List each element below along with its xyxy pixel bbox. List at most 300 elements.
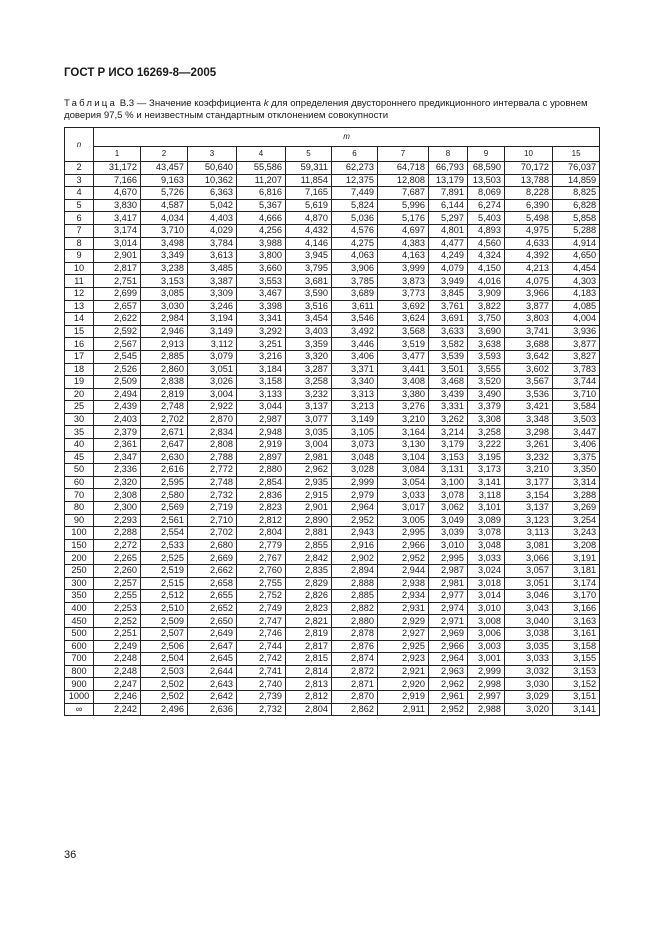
value-cell: 2,880 <box>332 615 378 628</box>
value-cell: 2,630 <box>141 451 188 464</box>
value-cell: 2,971 <box>429 615 468 628</box>
value-cell: 2,595 <box>141 476 188 489</box>
value-cell: 3,873 <box>378 275 429 288</box>
row-n-cell: 19 <box>65 376 94 389</box>
value-cell: 2,969 <box>429 627 468 640</box>
value-cell: 3,118 <box>468 489 505 502</box>
value-cell: 3,830 <box>94 199 141 212</box>
value-cell: 2,255 <box>94 590 141 603</box>
value-cell: 3,988 <box>237 237 286 250</box>
value-cell: 3,331 <box>429 401 468 414</box>
value-cell: 3,024 <box>468 565 505 578</box>
value-cell: 4,150 <box>468 262 505 275</box>
value-cell: 2,503 <box>141 665 188 678</box>
value-cell: 3,359 <box>286 338 332 351</box>
value-cell: 3,288 <box>553 489 600 502</box>
value-cell: 3,149 <box>332 413 378 426</box>
value-cell: 3,222 <box>468 439 505 452</box>
value-cell: 2,834 <box>188 426 237 439</box>
value-cell: 2,923 <box>378 653 429 666</box>
value-cell: 2,812 <box>237 514 286 527</box>
value-cell: 2,533 <box>141 539 188 552</box>
value-cell: 3,010 <box>468 602 505 615</box>
value-cell: 2,888 <box>332 577 378 590</box>
table-row <box>65 287 600 300</box>
value-cell: 3,688 <box>505 338 553 351</box>
value-cell: 3,349 <box>141 250 188 263</box>
value-cell: 3,340 <box>332 376 378 389</box>
value-cell: 3,692 <box>378 300 429 313</box>
value-cell: 2,361 <box>94 439 141 452</box>
m-column-header: m <box>94 128 600 147</box>
value-cell: 2,242 <box>94 703 141 716</box>
row-n-cell: 250 <box>65 565 94 578</box>
value-cell: 2,964 <box>332 502 378 515</box>
value-cell: 2,751 <box>94 275 141 288</box>
value-cell: 2,742 <box>237 653 286 666</box>
value-cell: 4,034 <box>141 212 188 225</box>
value-cell: 2,812 <box>286 690 332 703</box>
value-cell: 4,079 <box>429 262 468 275</box>
value-cell: 2,253 <box>94 602 141 615</box>
value-cell: 3,213 <box>332 401 378 414</box>
value-cell: 2,502 <box>141 690 188 703</box>
value-cell: 2,819 <box>286 627 332 640</box>
value-cell: 3,261 <box>505 439 553 452</box>
value-cell: 2,403 <box>94 413 141 426</box>
value-cell: 2,525 <box>141 552 188 565</box>
value-cell: 3,784 <box>188 237 237 250</box>
value-cell: 2,749 <box>237 602 286 615</box>
n-column-header: n <box>65 128 94 162</box>
value-cell: 3,003 <box>468 640 505 653</box>
value-cell: 2,823 <box>286 602 332 615</box>
row-n-cell: 17 <box>65 350 94 363</box>
value-cell: 2,320 <box>94 476 141 489</box>
table-row <box>65 552 600 565</box>
value-cell: 8,069 <box>468 187 505 200</box>
value-cell: 2,732 <box>237 703 286 716</box>
table-row <box>65 388 600 401</box>
value-cell: 62,273 <box>332 162 378 175</box>
value-cell: 3,179 <box>429 439 468 452</box>
value-cell: 2,526 <box>94 363 141 376</box>
row-n-cell: 13 <box>65 300 94 313</box>
value-cell: 3,153 <box>553 665 600 678</box>
value-cell: 2,925 <box>378 640 429 653</box>
value-cell: 4,587 <box>141 199 188 212</box>
row-n-cell: 900 <box>65 678 94 691</box>
value-cell: 3,602 <box>505 363 553 376</box>
value-cell: 3,308 <box>468 413 505 426</box>
value-cell: 3,800 <box>237 250 286 263</box>
value-cell: 4,183 <box>553 287 600 300</box>
value-cell: 4,303 <box>553 275 600 288</box>
value-cell: 5,498 <box>505 212 553 225</box>
value-cell: 3,164 <box>378 426 429 439</box>
value-cell: 3,949 <box>429 275 468 288</box>
row-n-cell: 600 <box>65 640 94 653</box>
value-cell: 5,619 <box>286 199 332 212</box>
table-row <box>65 703 600 716</box>
value-cell: 3,689 <box>332 287 378 300</box>
value-cell: 31,172 <box>94 162 141 175</box>
value-cell: 68,590 <box>468 162 505 175</box>
value-cell: 7,449 <box>332 187 378 200</box>
value-cell: 2,699 <box>94 287 141 300</box>
row-n-cell: 8 <box>65 237 94 250</box>
value-cell: 3,184 <box>237 363 286 376</box>
value-cell: 2,977 <box>429 590 468 603</box>
value-cell: 2,506 <box>141 640 188 653</box>
value-cell: 2,507 <box>141 627 188 640</box>
value-cell: 2,829 <box>286 577 332 590</box>
value-cell: 2,984 <box>141 313 188 326</box>
table-row <box>65 539 600 552</box>
table-row <box>65 565 600 578</box>
value-cell: 2,916 <box>332 539 378 552</box>
value-cell: 3,029 <box>505 690 553 703</box>
value-cell: 3,467 <box>237 287 286 300</box>
value-cell: 2,272 <box>94 539 141 552</box>
value-cell: 2,826 <box>286 590 332 603</box>
value-cell: 2,248 <box>94 653 141 666</box>
table-row <box>65 300 600 313</box>
value-cell: 2,336 <box>94 464 141 477</box>
table-head <box>65 128 600 162</box>
value-cell: 3,238 <box>141 262 188 275</box>
value-cell: 3,174 <box>553 577 600 590</box>
table-row <box>65 451 600 464</box>
value-cell: 4,477 <box>429 237 468 250</box>
value-cell: 3,313 <box>332 388 378 401</box>
value-cell: 4,249 <box>429 250 468 263</box>
value-cell: 3,232 <box>505 451 553 464</box>
value-cell: 2,979 <box>332 489 378 502</box>
value-cell: 3,406 <box>553 439 600 452</box>
value-cell: 3,004 <box>286 439 332 452</box>
value-cell: 2,952 <box>332 514 378 527</box>
value-cell: 2,643 <box>188 678 237 691</box>
value-cell: 2,494 <box>94 388 141 401</box>
value-cell: 3,441 <box>378 363 429 376</box>
value-cell: 3,909 <box>468 287 505 300</box>
value-cell: 3,298 <box>505 426 553 439</box>
value-cell: 2,308 <box>94 489 141 502</box>
value-cell: 3,477 <box>378 350 429 363</box>
value-cell: 2,649 <box>188 627 237 640</box>
value-cell: 4,016 <box>468 275 505 288</box>
value-cell: 3,137 <box>505 502 553 515</box>
value-cell: 2,962 <box>286 464 332 477</box>
value-cell: 3,131 <box>429 464 468 477</box>
table-row <box>65 325 600 338</box>
value-cell: 2,496 <box>141 703 188 716</box>
value-cell: 2,999 <box>332 476 378 489</box>
value-cell: 3,089 <box>468 514 505 527</box>
value-cell: 3,999 <box>378 262 429 275</box>
value-cell: 3,137 <box>286 401 332 414</box>
value-cell: 3,154 <box>505 489 553 502</box>
value-cell: 3,403 <box>286 325 332 338</box>
value-cell: 3,216 <box>237 350 286 363</box>
value-cell: 3,158 <box>237 376 286 389</box>
value-cell: 2,880 <box>237 464 286 477</box>
value-cell: 3,166 <box>553 602 600 615</box>
row-n-cell: 35 <box>65 426 94 439</box>
value-cell: 3,633 <box>429 325 468 338</box>
value-cell: 70,172 <box>505 162 553 175</box>
value-cell: 2,963 <box>429 665 468 678</box>
value-cell: 2,669 <box>188 552 237 565</box>
value-cell: 2,964 <box>429 653 468 666</box>
value-cell: 5,858 <box>553 212 600 225</box>
row-n-cell: 30 <box>65 413 94 426</box>
value-cell: 3,246 <box>188 300 237 313</box>
table-row <box>65 439 600 452</box>
value-cell: 2,821 <box>286 615 332 628</box>
value-cell: 3,033 <box>505 653 553 666</box>
value-cell: 3,141 <box>553 703 600 716</box>
value-cell: 2,662 <box>188 565 237 578</box>
value-cell: 3,123 <box>505 514 553 527</box>
value-cell: 3,173 <box>468 464 505 477</box>
value-cell: 2,894 <box>332 565 378 578</box>
value-cell: 3,077 <box>286 413 332 426</box>
value-cell: 2,929 <box>378 615 429 628</box>
value-cell: 3,468 <box>429 376 468 389</box>
table-row <box>65 275 600 288</box>
value-cell: 3,101 <box>468 502 505 515</box>
row-n-cell: 70 <box>65 489 94 502</box>
value-cell: 4,870 <box>286 212 332 225</box>
value-cell: 5,288 <box>553 224 600 237</box>
value-cell: 2,504 <box>141 653 188 666</box>
value-cell: 4,256 <box>237 224 286 237</box>
coefficient-table <box>64 127 600 716</box>
value-cell: 7,165 <box>286 187 332 200</box>
table-row <box>65 476 600 489</box>
value-cell: 2,747 <box>237 615 286 628</box>
value-cell: 2,814 <box>286 665 332 678</box>
value-cell: 3,795 <box>286 262 332 275</box>
value-cell: 3,210 <box>505 464 553 477</box>
column-header-m-2: 2 <box>141 146 188 161</box>
value-cell: 3,191 <box>553 552 600 565</box>
column-header-m-3: 3 <box>188 146 237 161</box>
value-cell: 4,633 <box>505 237 553 250</box>
column-header-m-5: 5 <box>286 146 332 161</box>
table-row <box>65 665 600 678</box>
document-header: ГОСТ Р ИСО 16269-8—2005 <box>64 67 217 79</box>
value-cell: 2,710 <box>188 514 237 527</box>
value-cell: 5,042 <box>188 199 237 212</box>
value-cell: 4,560 <box>468 237 505 250</box>
value-cell: 3,292 <box>237 325 286 338</box>
value-cell: 4,670 <box>94 187 141 200</box>
column-header-m-6: 6 <box>332 146 378 161</box>
value-cell: 2,819 <box>141 388 188 401</box>
value-cell: 2,882 <box>332 602 378 615</box>
value-cell: 2,804 <box>237 527 286 540</box>
value-cell: 3,032 <box>505 665 553 678</box>
value-cell: 2,817 <box>94 262 141 275</box>
value-cell: 2,509 <box>94 376 141 389</box>
value-cell: 2,999 <box>468 665 505 678</box>
value-cell: 4,403 <box>188 212 237 225</box>
value-cell: 3,945 <box>286 250 332 263</box>
value-cell: 3,379 <box>468 401 505 414</box>
row-n-cell: ∞ <box>65 703 94 716</box>
table-row <box>65 426 600 439</box>
value-cell: 4,650 <box>553 250 600 263</box>
value-cell: 2,919 <box>378 690 429 703</box>
value-cell: 2,642 <box>188 690 237 703</box>
header-row-columns <box>65 146 600 161</box>
row-n-cell: 150 <box>65 539 94 552</box>
value-cell: 2,748 <box>188 476 237 489</box>
row-n-cell: 11 <box>65 275 94 288</box>
value-cell: 6,390 <box>505 199 553 212</box>
value-cell: 2,855 <box>286 539 332 552</box>
row-n-cell: 2 <box>65 162 94 175</box>
value-cell: 2,252 <box>94 615 141 628</box>
value-cell: 3,054 <box>378 476 429 489</box>
table-row <box>65 187 600 200</box>
value-cell: 4,004 <box>553 313 600 326</box>
value-cell: 2,935 <box>286 476 332 489</box>
value-cell: 2,838 <box>141 376 188 389</box>
value-cell: 43,457 <box>141 162 188 175</box>
value-cell: 3,006 <box>468 627 505 640</box>
value-cell: 3,539 <box>429 350 468 363</box>
value-cell: 2,913 <box>141 338 188 351</box>
table-row <box>65 690 600 703</box>
value-cell: 3,406 <box>332 350 378 363</box>
row-n-cell: 200 <box>65 552 94 565</box>
value-cell: 3,519 <box>378 338 429 351</box>
value-cell: 2,512 <box>141 590 188 603</box>
table-row <box>65 174 600 187</box>
value-cell: 3,555 <box>468 363 505 376</box>
value-cell: 3,035 <box>286 426 332 439</box>
value-cell: 2,580 <box>141 489 188 502</box>
value-cell: 2,876 <box>332 640 378 653</box>
value-cell: 3,161 <box>553 627 600 640</box>
value-cell: 2,938 <box>378 577 429 590</box>
column-header-m-4: 4 <box>237 146 286 161</box>
value-cell: 3,877 <box>553 338 600 351</box>
value-cell: 3,744 <box>553 376 600 389</box>
value-cell: 3,028 <box>332 464 378 477</box>
column-header-m-9: 9 <box>468 146 505 161</box>
value-cell: 2,622 <box>94 313 141 326</box>
value-cell: 3,170 <box>553 590 600 603</box>
value-cell: 14,859 <box>553 174 600 187</box>
column-header-m-8: 8 <box>429 146 468 161</box>
value-cell: 2,927 <box>378 627 429 640</box>
value-cell: 2,962 <box>429 678 468 691</box>
value-cell: 2,755 <box>237 577 286 590</box>
value-cell: 4,383 <box>378 237 429 250</box>
value-cell: 3,785 <box>332 275 378 288</box>
value-cell: 2,680 <box>188 539 237 552</box>
value-cell: 3,048 <box>332 451 378 464</box>
table-row <box>65 224 600 237</box>
value-cell: 2,901 <box>94 250 141 263</box>
value-cell: 2,249 <box>94 640 141 653</box>
value-cell: 2,744 <box>237 640 286 653</box>
table-row <box>65 401 600 414</box>
value-cell: 2,655 <box>188 590 237 603</box>
row-n-cell: 90 <box>65 514 94 527</box>
value-cell: 2,740 <box>237 678 286 691</box>
value-cell: 2,966 <box>429 640 468 653</box>
table-row <box>65 262 600 275</box>
value-cell: 3,584 <box>553 401 600 414</box>
value-cell: 2,998 <box>468 678 505 691</box>
value-cell: 3,536 <box>505 388 553 401</box>
value-cell: 2,509 <box>141 615 188 628</box>
row-n-cell: 16 <box>65 338 94 351</box>
value-cell: 2,946 <box>141 325 188 338</box>
value-cell: 3,133 <box>237 388 286 401</box>
value-cell: 2,702 <box>188 527 237 540</box>
value-cell: 2,746 <box>237 627 286 640</box>
column-header-m-7: 7 <box>378 146 429 161</box>
value-cell: 2,251 <box>94 627 141 640</box>
value-cell: 2,987 <box>237 413 286 426</box>
value-cell: 2,379 <box>94 426 141 439</box>
value-cell: 2,515 <box>141 577 188 590</box>
row-n-cell: 3 <box>65 174 94 187</box>
value-cell: 2,981 <box>286 451 332 464</box>
value-cell: 3,085 <box>141 287 188 300</box>
value-cell: 3,194 <box>188 313 237 326</box>
value-cell: 3,057 <box>505 565 553 578</box>
value-cell: 2,510 <box>141 602 188 615</box>
table-row <box>65 338 600 351</box>
value-cell: 3,100 <box>429 476 468 489</box>
column-header-m-10: 10 <box>505 146 553 161</box>
value-cell: 3,446 <box>332 338 378 351</box>
row-n-cell: 60 <box>65 476 94 489</box>
value-cell: 2,902 <box>332 552 378 565</box>
value-cell: 2,248 <box>94 665 141 678</box>
value-cell: 11,854 <box>286 174 332 187</box>
value-cell: 3,348 <box>505 413 553 426</box>
value-cell: 3,078 <box>468 527 505 540</box>
value-cell: 2,636 <box>188 703 237 716</box>
value-cell: 3,371 <box>332 363 378 376</box>
value-cell: 3,454 <box>286 313 332 326</box>
value-cell: 3,421 <box>505 401 553 414</box>
value-cell: 2,739 <box>237 690 286 703</box>
value-cell: 3,153 <box>429 451 468 464</box>
value-cell: 2,567 <box>94 338 141 351</box>
value-cell: 55,586 <box>237 162 286 175</box>
row-n-cell: 1000 <box>65 690 94 703</box>
value-cell: 3,613 <box>188 250 237 263</box>
value-cell: 2,652 <box>188 602 237 615</box>
value-cell: 3,033 <box>468 552 505 565</box>
value-cell: 2,871 <box>332 678 378 691</box>
row-n-cell: 6 <box>65 212 94 225</box>
value-cell: 3,152 <box>553 678 600 691</box>
caption-label: Таблица <box>64 98 118 109</box>
value-cell: 2,870 <box>188 413 237 426</box>
value-cell: 3,262 <box>429 413 468 426</box>
